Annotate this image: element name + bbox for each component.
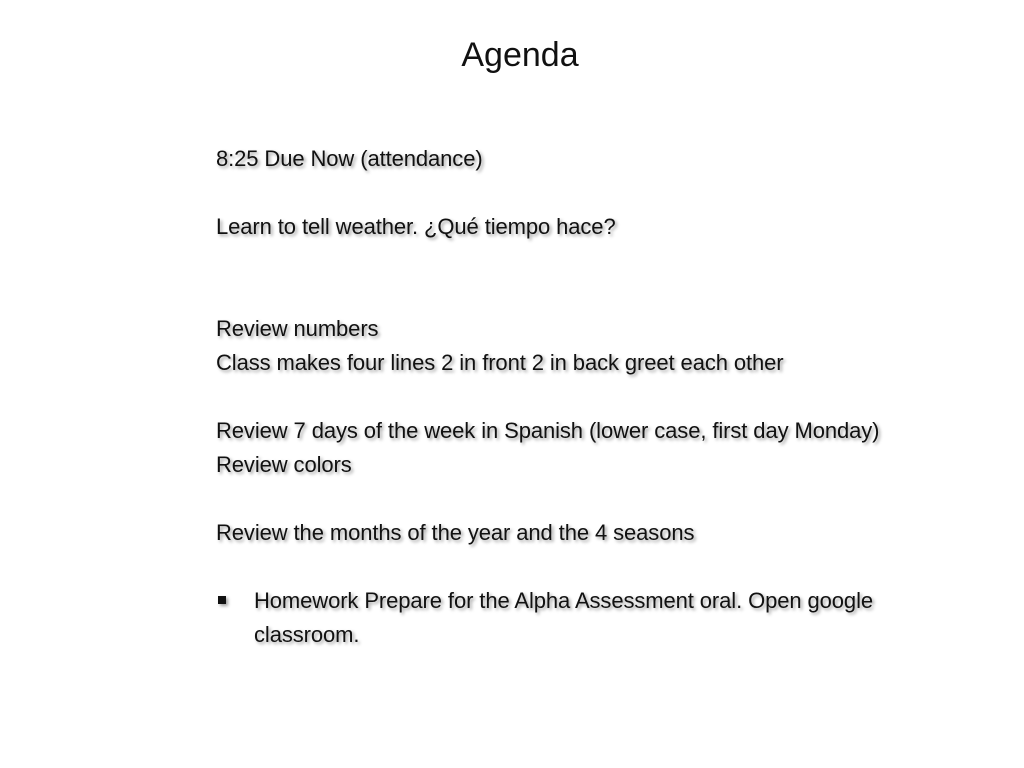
homework-bullet — [216, 584, 1014, 652]
square-bullet-icon — [218, 596, 226, 604]
slide-title: Agenda — [461, 36, 579, 74]
spacer — [216, 380, 1016, 414]
homework-text-line-1: Homework Prepare for the Alpha Assessment oral. Open google — [254, 588, 873, 613]
agenda-item-weather: Learn to tell weather. ¿Qué tiempo hace? — [216, 214, 616, 239]
spacer — [216, 244, 1016, 312]
agenda-item-colors: Review colors — [216, 452, 352, 477]
spacer — [216, 482, 1016, 516]
spacer — [216, 176, 1016, 210]
agenda-item-months-seasons: Review the months of the year and the 4 seasons — [216, 520, 695, 545]
agenda-item-days-of-week: Review 7 days of the week in Spanish (lower case, first day Monday) — [216, 418, 880, 443]
spacer — [216, 550, 1016, 584]
homework-text-line-2: classroom. — [254, 622, 360, 647]
agenda-item-review-numbers: Review numbers — [216, 316, 379, 341]
agenda-item-class-lines: Class makes four lines 2 in front 2 in back greet each other — [216, 350, 784, 375]
agenda-body — [216, 142, 1016, 652]
agenda-item-due-now: 8:25 Due Now (attendance) — [216, 146, 483, 171]
